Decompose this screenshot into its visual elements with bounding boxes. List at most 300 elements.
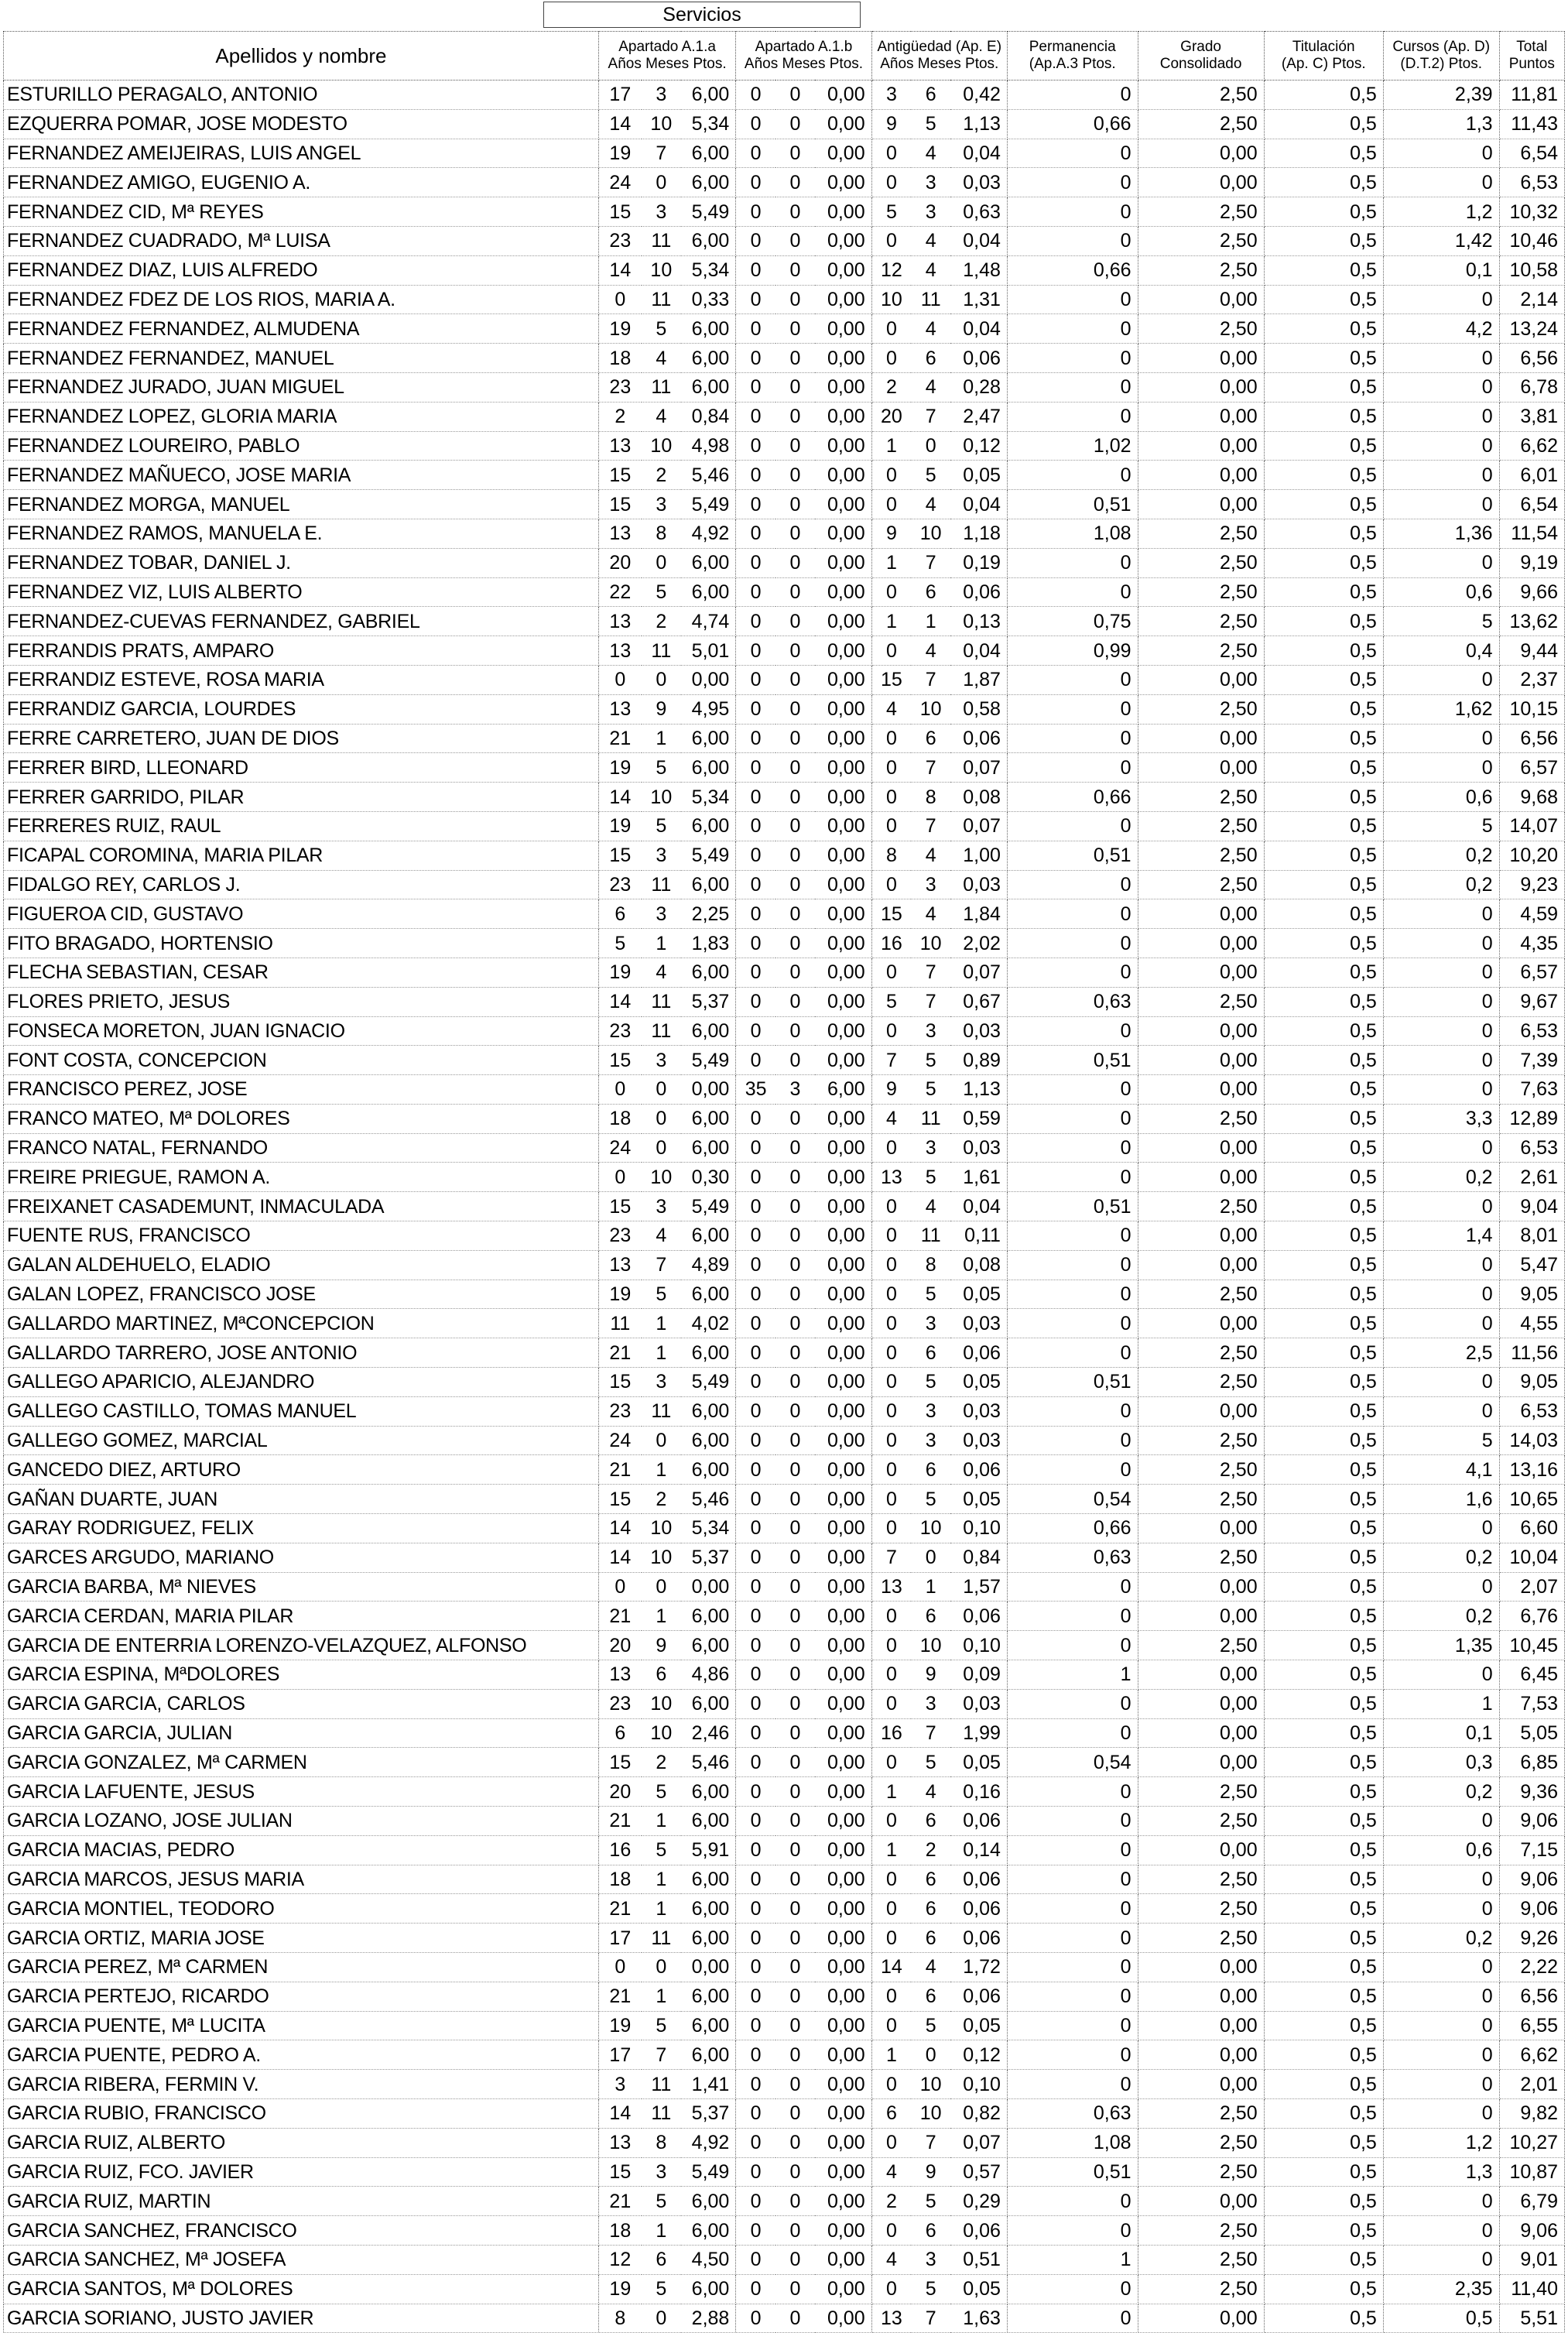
cell-grado: 2,50	[1138, 1426, 1264, 1455]
cell-a1b-points: 0,00	[815, 2128, 871, 2157]
cell-a1a-years: 13	[598, 519, 641, 548]
cell-a1b-months: 0	[775, 607, 815, 636]
cell-grado: 0,00	[1138, 372, 1264, 402]
cell-cursos: 5	[1383, 811, 1499, 841]
cell-total: 7,39	[1499, 1046, 1564, 1075]
cell-a1b-points: 0,00	[815, 372, 871, 402]
cell-a1a-months: 11	[642, 2098, 681, 2128]
cell-total: 9,82	[1499, 2098, 1564, 2128]
cell-a1b-years: 0	[736, 1602, 775, 1631]
cell-a1a-months: 1	[642, 1338, 681, 1368]
table-row	[4, 1894, 1565, 1924]
cell-grado: 0,00	[1138, 1396, 1264, 1426]
cell-a1a-years: 21	[598, 1982, 641, 2011]
cell-a1b-points: 0,00	[815, 226, 871, 255]
cell-titulacion: 0,5	[1264, 1777, 1383, 1807]
cell-titulacion: 0,5	[1264, 2040, 1383, 2070]
cell-name: FERNANDEZ LOPEZ, GLORIA MARIA	[4, 402, 599, 431]
cell-a1b-years: 0	[736, 607, 775, 636]
cell-a1a-months: 4	[642, 1221, 681, 1251]
cell-a1a-points: 6,00	[681, 1777, 736, 1807]
cell-a1a-years: 19	[598, 958, 641, 987]
cell-permanencia: 0	[1007, 1572, 1138, 1602]
cell-cursos: 0,1	[1383, 1718, 1499, 1748]
cell-antig-months: 6	[911, 81, 950, 110]
cell-antig-years: 1	[871, 431, 911, 461]
cell-a1b-months: 0	[775, 109, 815, 139]
cell-name: FERNANDEZ DIAZ, LUIS ALFREDO	[4, 255, 599, 285]
cell-a1a-points: 5,49	[681, 1046, 736, 1075]
cell-a1b-points: 0,00	[815, 1192, 871, 1221]
cell-antig-years: 0	[871, 577, 911, 607]
cell-cursos: 0	[1383, 2216, 1499, 2246]
cell-titulacion: 0,5	[1264, 197, 1383, 227]
cell-a1b-years: 0	[736, 870, 775, 899]
cell-titulacion: 0,5	[1264, 665, 1383, 694]
cell-cursos: 0	[1383, 753, 1499, 783]
cell-grado: 2,50	[1138, 109, 1264, 139]
cell-a1b-years: 0	[736, 841, 775, 870]
cell-a1a-months: 11	[642, 1016, 681, 1046]
cell-a1a-years: 20	[598, 548, 641, 577]
cell-a1a-years: 0	[598, 285, 641, 314]
cell-a1a-months: 3	[642, 1368, 681, 1397]
cell-a1b-years: 0	[736, 2128, 775, 2157]
cell-a1a-months: 1	[642, 1455, 681, 1485]
cell-name: FIGUEROA CID, GUSTAVO	[4, 899, 599, 929]
cell-grado: 2,50	[1138, 1924, 1264, 1953]
cell-a1b-points: 0,00	[815, 1396, 871, 1426]
cell-a1a-years: 19	[598, 753, 641, 783]
cell-a1b-months: 0	[775, 1807, 815, 1836]
cell-antig-points: 0,06	[950, 1455, 1007, 1485]
cell-antig-months: 3	[911, 1309, 950, 1338]
cell-name: GALAN ALDEHUELO, ELADIO	[4, 1250, 599, 1280]
cell-a1a-points: 6,00	[681, 1280, 736, 1309]
cell-a1b-months: 0	[775, 665, 815, 694]
cell-a1b-years: 0	[736, 1338, 775, 1368]
cell-antig-months: 5	[911, 1046, 950, 1075]
cell-permanencia: 0	[1007, 1924, 1138, 1953]
cell-a1b-months: 0	[775, 1953, 815, 1982]
cell-a1a-points: 5,34	[681, 783, 736, 812]
cell-cursos: 0	[1383, 1396, 1499, 1426]
cell-antig-years: 0	[871, 1631, 911, 1660]
cell-a1b-years: 0	[736, 255, 775, 285]
cell-grado: 2,50	[1138, 783, 1264, 812]
cell-permanencia: 0	[1007, 1250, 1138, 1280]
cell-a1b-points: 0,00	[815, 1572, 871, 1602]
cell-permanencia: 0	[1007, 1396, 1138, 1426]
cell-name: FITO BRAGADO, HORTENSIO	[4, 929, 599, 958]
cell-a1b-points: 0,00	[815, 987, 871, 1016]
cell-a1b-years: 0	[736, 1368, 775, 1397]
cell-grado: 2,50	[1138, 226, 1264, 255]
cell-titulacion: 0,5	[1264, 2187, 1383, 2216]
cell-name: FERRERES RUIZ, RAUL	[4, 811, 599, 841]
cell-a1a-years: 15	[598, 1192, 641, 1221]
cell-titulacion: 0,5	[1264, 2098, 1383, 2128]
table-row	[4, 1602, 1565, 1631]
cell-a1a-years: 14	[598, 1514, 641, 1543]
cell-a1b-months: 0	[775, 783, 815, 812]
cell-total: 9,05	[1499, 1368, 1564, 1397]
cell-name: FRANCO MATEO, Mª DOLORES	[4, 1104, 599, 1133]
cell-a1a-years: 6	[598, 899, 641, 929]
cell-grado: 2,50	[1138, 1280, 1264, 1309]
cell-a1a-points: 6,00	[681, 958, 736, 987]
cell-cursos: 0	[1383, 1133, 1499, 1163]
cell-a1a-months: 0	[642, 2304, 681, 2333]
cell-a1a-points: 6,00	[681, 724, 736, 753]
cell-a1b-points: 0,00	[815, 2187, 871, 2216]
cell-antig-points: 0,13	[950, 607, 1007, 636]
cell-a1a-points: 6,00	[681, 1689, 736, 1718]
cell-antig-months: 10	[911, 2098, 950, 2128]
cell-total: 13,24	[1499, 314, 1564, 344]
cell-grado: 0,00	[1138, 724, 1264, 753]
cell-grado: 0,00	[1138, 1748, 1264, 1777]
cell-permanencia: 0	[1007, 1631, 1138, 1660]
cell-name: FERRANDIZ ESTEVE, ROSA MARIA	[4, 665, 599, 694]
cell-a1a-months: 0	[642, 665, 681, 694]
cell-cursos: 0	[1383, 2187, 1499, 2216]
cell-a1a-years: 15	[598, 197, 641, 227]
cell-a1b-months: 0	[775, 1689, 815, 1718]
cell-titulacion: 0,5	[1264, 1046, 1383, 1075]
cell-permanencia: 0	[1007, 899, 1138, 929]
cell-name: GARCIA PEREZ, Mª CARMEN	[4, 1953, 599, 1982]
cell-cursos: 0	[1383, 1309, 1499, 1338]
cell-antig-years: 5	[871, 197, 911, 227]
cell-total: 10,58	[1499, 255, 1564, 285]
cell-name: FERNANDEZ FERNANDEZ, ALMUDENA	[4, 314, 599, 344]
cell-a1b-points: 0,00	[815, 1660, 871, 1690]
cell-total: 9,36	[1499, 1777, 1564, 1807]
cell-name: GARCIA MONTIEL, TEODORO	[4, 1894, 599, 1924]
cell-a1b-months: 0	[775, 2216, 815, 2246]
cell-antig-months: 1	[911, 1572, 950, 1602]
cell-permanencia: 0	[1007, 81, 1138, 110]
cell-a1b-months: 0	[775, 870, 815, 899]
cell-grado: 0,00	[1138, 929, 1264, 958]
cell-a1b-points: 0,00	[815, 1982, 871, 2011]
cell-total: 6,56	[1499, 1982, 1564, 2011]
cell-a1a-months: 2	[642, 1485, 681, 1514]
cell-name: GARCIA RUIZ, FCO. JAVIER	[4, 2157, 599, 2187]
cell-a1b-years: 0	[736, 2216, 775, 2246]
table-row	[4, 2040, 1565, 2070]
cell-name: GARCIA MARCOS, JESUS MARIA	[4, 1865, 599, 1894]
cell-antig-years: 4	[871, 2245, 911, 2274]
cell-a1b-months: 0	[775, 1602, 815, 1631]
cell-antig-points: 0,63	[950, 197, 1007, 227]
cell-cursos: 0	[1383, 987, 1499, 1016]
cell-antig-points: 0,05	[950, 461, 1007, 490]
cell-antig-years: 6	[871, 2098, 911, 2128]
cell-a1a-months: 5	[642, 1835, 681, 1865]
header-permanencia: Permanencia (Ap.A.3 Ptos.	[1007, 32, 1138, 81]
cell-a1b-points: 0,00	[815, 109, 871, 139]
cell-antig-years: 0	[871, 1250, 911, 1280]
cell-name: GARCIA PERTEJO, RICARDO	[4, 1982, 599, 2011]
cell-name: FIDALGO REY, CARLOS J.	[4, 870, 599, 899]
cell-total: 6,56	[1499, 724, 1564, 753]
cell-total: 2,22	[1499, 1953, 1564, 1982]
cell-a1a-years: 21	[598, 1894, 641, 1924]
cell-total: 9,06	[1499, 1807, 1564, 1836]
cell-name: GALLARDO TARRERO, JOSE ANTONIO	[4, 1338, 599, 1368]
cell-a1b-years: 0	[736, 519, 775, 548]
cell-titulacion: 0,5	[1264, 1807, 1383, 1836]
cell-grado: 0,00	[1138, 2187, 1264, 2216]
cell-a1a-months: 8	[642, 2128, 681, 2157]
cell-total: 4,55	[1499, 1309, 1564, 1338]
cell-grado: 0,00	[1138, 1133, 1264, 1163]
cell-a1a-years: 15	[598, 2157, 641, 2187]
cell-a1b-points: 0,00	[815, 1046, 871, 1075]
cell-antig-months: 5	[911, 109, 950, 139]
cell-total: 13,16	[1499, 1455, 1564, 1485]
cell-antig-months: 4	[911, 899, 950, 929]
cell-permanencia: 0	[1007, 577, 1138, 607]
cell-titulacion: 0,5	[1264, 811, 1383, 841]
cell-permanencia: 0	[1007, 694, 1138, 724]
cell-grado: 0,00	[1138, 899, 1264, 929]
cell-a1a-months: 4	[642, 344, 681, 373]
cell-titulacion: 0,5	[1264, 1572, 1383, 1602]
cell-antig-years: 16	[871, 929, 911, 958]
cell-titulacion: 0,5	[1264, 1163, 1383, 1192]
cell-cursos: 0	[1383, 1807, 1499, 1836]
cell-a1a-years: 3	[598, 2070, 641, 2099]
cell-titulacion: 0,5	[1264, 1953, 1383, 1982]
cell-antig-years: 0	[871, 1982, 911, 2011]
cell-antig-points: 0,58	[950, 694, 1007, 724]
cell-total: 10,20	[1499, 841, 1564, 870]
cell-a1b-months: 0	[775, 1485, 815, 1514]
cell-a1a-points: 6,00	[681, 1133, 736, 1163]
cell-a1b-points: 0,00	[815, 753, 871, 783]
cell-titulacion: 0,5	[1264, 2245, 1383, 2274]
cell-a1b-months: 0	[775, 431, 815, 461]
cell-a1a-points: 6,00	[681, 139, 736, 168]
cell-a1b-years: 0	[736, 724, 775, 753]
cell-name: GARCIA RIBERA, FERMIN V.	[4, 2070, 599, 2099]
cell-a1a-months: 5	[642, 811, 681, 841]
cell-antig-years: 9	[871, 109, 911, 139]
cell-name: GARCIA GONZALEZ, Mª CARMEN	[4, 1748, 599, 1777]
cell-a1a-years: 0	[598, 1163, 641, 1192]
cell-antig-years: 0	[871, 2070, 911, 2099]
cell-cursos: 1,36	[1383, 519, 1499, 548]
cell-name: FRANCO NATAL, FERNANDO	[4, 1133, 599, 1163]
cell-a1a-years: 21	[598, 2187, 641, 2216]
cell-a1b-years: 35	[736, 1075, 775, 1105]
cell-name: FRANCISCO PEREZ, JOSE	[4, 1075, 599, 1105]
cell-a1a-points: 0,33	[681, 285, 736, 314]
cell-a1b-years: 0	[736, 1748, 775, 1777]
cell-a1b-months: 0	[775, 1748, 815, 1777]
cell-a1a-months: 7	[642, 2040, 681, 2070]
cell-antig-months: 3	[911, 1016, 950, 1046]
cell-antig-years: 13	[871, 2304, 911, 2333]
cell-titulacion: 0,5	[1264, 2216, 1383, 2246]
cell-grado: 2,50	[1138, 577, 1264, 607]
cell-total: 6,78	[1499, 372, 1564, 402]
cell-a1b-points: 0,00	[815, 2245, 871, 2274]
cell-titulacion: 0,5	[1264, 1455, 1383, 1485]
cell-antig-points: 1,84	[950, 899, 1007, 929]
cell-cursos: 0	[1383, 1982, 1499, 2011]
cell-titulacion: 0,5	[1264, 168, 1383, 197]
cell-a1a-points: 0,30	[681, 1163, 736, 1192]
cell-a1a-points: 0,84	[681, 402, 736, 431]
cell-name: GARCIA PUENTE, PEDRO A.	[4, 2040, 599, 2070]
cell-titulacion: 0,5	[1264, 1368, 1383, 1397]
table-row	[4, 519, 1565, 548]
cell-a1a-months: 3	[642, 490, 681, 519]
cell-a1a-years: 24	[598, 1133, 641, 1163]
cell-a1b-years: 0	[736, 2040, 775, 2070]
cell-antig-years: 0	[871, 1455, 911, 1485]
cell-total: 7,15	[1499, 1835, 1564, 1865]
cell-antig-points: 0,14	[950, 1835, 1007, 1865]
cell-total: 6,60	[1499, 1514, 1564, 1543]
cell-a1b-points: 6,00	[815, 1075, 871, 1105]
cell-name: GALLEGO CASTILLO, TOMAS MANUEL	[4, 1396, 599, 1426]
cell-antig-years: 0	[871, 1807, 911, 1836]
cell-a1a-points: 6,00	[681, 1631, 736, 1660]
cell-a1b-months: 0	[775, 1338, 815, 1368]
cell-antig-years: 0	[871, 2274, 911, 2304]
cell-cursos: 0,2	[1383, 1602, 1499, 1631]
cell-a1b-months: 0	[775, 285, 815, 314]
cell-permanencia: 0	[1007, 1953, 1138, 1982]
cell-total: 9,06	[1499, 2216, 1564, 2246]
cell-antig-years: 0	[871, 1865, 911, 1894]
header-a1b: Apartado A.1.b Años Meses Ptos.	[736, 32, 871, 81]
cell-a1a-months: 0	[642, 1426, 681, 1455]
cell-antig-years: 0	[871, 1192, 911, 1221]
cell-antig-months: 6	[911, 1807, 950, 1836]
cell-antig-points: 0,11	[950, 1221, 1007, 1251]
cell-name: FICAPAL COROMINA, MARIA PILAR	[4, 841, 599, 870]
cell-grado: 2,50	[1138, 1543, 1264, 1572]
cell-antig-points: 1,57	[950, 1572, 1007, 1602]
cell-a1a-points: 6,00	[681, 2040, 736, 2070]
cell-a1a-years: 15	[598, 1368, 641, 1397]
cell-a1a-months: 11	[642, 285, 681, 314]
cell-a1b-points: 0,00	[815, 2040, 871, 2070]
cell-cursos: 0	[1383, 899, 1499, 929]
cell-grado: 0,00	[1138, 665, 1264, 694]
cell-total: 9,06	[1499, 1894, 1564, 1924]
cell-name: GALLEGO GOMEZ, MARCIAL	[4, 1426, 599, 1455]
table-row	[4, 1865, 1565, 1894]
cell-a1b-points: 0,00	[815, 344, 871, 373]
table-row	[4, 1426, 1565, 1455]
cell-a1b-months: 0	[775, 1982, 815, 2011]
cell-a1b-years: 0	[736, 1543, 775, 1572]
cell-a1a-points: 5,34	[681, 255, 736, 285]
table-row	[4, 1718, 1565, 1748]
cell-antig-years: 0	[871, 724, 911, 753]
cell-name: GALLEGO APARICIO, ALEJANDRO	[4, 1368, 599, 1397]
cell-titulacion: 0,5	[1264, 226, 1383, 255]
cell-antig-points: 0,03	[950, 1426, 1007, 1455]
cell-permanencia: 0	[1007, 548, 1138, 577]
table-row	[4, 987, 1565, 1016]
cell-a1b-years: 0	[736, 929, 775, 958]
cell-a1a-months: 1	[642, 929, 681, 958]
cell-a1b-years: 0	[736, 1455, 775, 1485]
cell-total: 10,87	[1499, 2157, 1564, 2187]
cell-a1a-points: 6,00	[681, 2274, 736, 2304]
cell-antig-years: 0	[871, 1748, 911, 1777]
cell-total: 6,53	[1499, 1396, 1564, 1426]
cell-permanencia: 0	[1007, 168, 1138, 197]
cell-a1a-points: 6,00	[681, 1104, 736, 1133]
cell-name: FERNANDEZ FDEZ DE LOS RIOS, MARIA A.	[4, 285, 599, 314]
cell-antig-months: 5	[911, 1163, 950, 1192]
cell-a1b-points: 0,00	[815, 1777, 871, 1807]
cell-cursos: 0,6	[1383, 577, 1499, 607]
cell-a1b-points: 0,00	[815, 402, 871, 431]
cell-antig-points: 0,03	[950, 1689, 1007, 1718]
cell-antig-months: 4	[911, 1777, 950, 1807]
cell-a1b-months: 0	[775, 1309, 815, 1338]
cell-a1b-points: 0,00	[815, 431, 871, 461]
cell-permanencia: 0	[1007, 285, 1138, 314]
cell-name: GARCIA RUBIO, FRANCISCO	[4, 2098, 599, 2128]
cell-antig-years: 12	[871, 255, 911, 285]
cell-titulacion: 0,5	[1264, 255, 1383, 285]
cell-grado: 2,50	[1138, 197, 1264, 227]
table-row	[4, 724, 1565, 753]
cell-a1a-months: 11	[642, 636, 681, 666]
cell-a1b-points: 0,00	[815, 694, 871, 724]
cell-antig-months: 10	[911, 694, 950, 724]
cell-cursos: 4,1	[1383, 1455, 1499, 1485]
cell-cursos: 0	[1383, 461, 1499, 490]
cell-total: 6,55	[1499, 2011, 1564, 2040]
cell-a1b-years: 0	[736, 899, 775, 929]
cell-cursos: 0	[1383, 2040, 1499, 2070]
cell-a1b-points: 0,00	[815, 2304, 871, 2333]
cell-titulacion: 0,5	[1264, 285, 1383, 314]
cell-antig-points: 1,87	[950, 665, 1007, 694]
cell-antig-points: 0,05	[950, 2011, 1007, 2040]
cell-grado: 2,50	[1138, 841, 1264, 870]
cell-permanencia: 0	[1007, 1602, 1138, 1631]
table-row	[4, 1777, 1565, 1807]
cell-grado: 0,00	[1138, 1718, 1264, 1748]
cell-permanencia: 0	[1007, 665, 1138, 694]
cell-permanencia: 0	[1007, 1309, 1138, 1338]
cell-titulacion: 0,5	[1264, 1894, 1383, 1924]
cell-grado: 0,00	[1138, 1046, 1264, 1075]
cell-a1b-years: 0	[736, 109, 775, 139]
cell-name: FREIXANET CASADEMUNT, INMACULADA	[4, 1192, 599, 1221]
cell-antig-points: 0,16	[950, 1777, 1007, 1807]
cell-cursos: 3,3	[1383, 1104, 1499, 1133]
cell-titulacion: 0,5	[1264, 402, 1383, 431]
cell-grado: 2,50	[1138, 1104, 1264, 1133]
cell-antig-points: 1,00	[950, 841, 1007, 870]
cell-a1b-years: 0	[736, 694, 775, 724]
cell-antig-points: 2,02	[950, 929, 1007, 958]
